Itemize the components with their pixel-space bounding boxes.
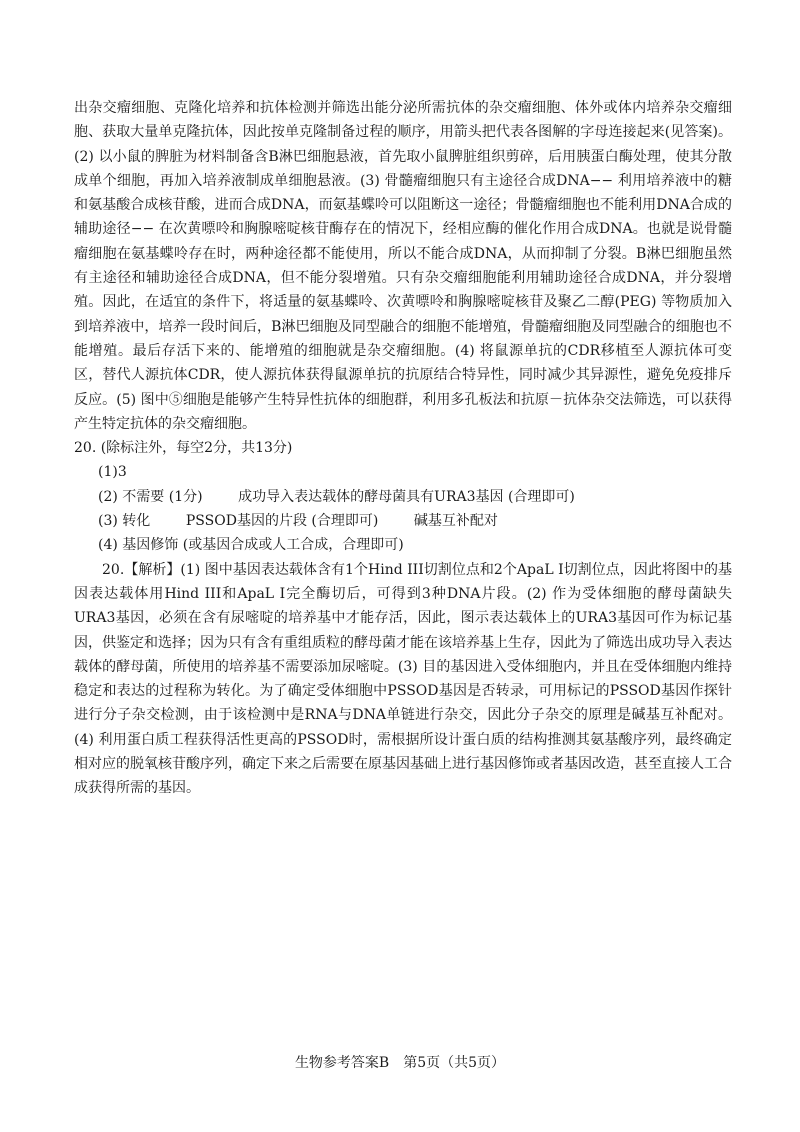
question-20-answer-3: (3) 转化 PSSOD基因的片段 (合理即可) 碱基互补配对	[98, 513, 498, 530]
question-20-heading: 20. (除标注外，每空2分，共13分)	[74, 440, 293, 457]
question-19-explanation-continued: 出杂交瘤细胞、克隆化培养和抗体检测并筛选出能分泌所需抗体的杂交瘤细胞、体外或体内培养杂交瘤细胞、获取大量单克隆抗体，因此按单克隆制备过程的顺序，用箭头把代表各图解的字母连接起来(见答案)。(2) 以小鼠的脾脏为材料制备含B淋巴细胞悬液，首先取小鼠脾脏组织剪碎，后用胰蛋白酶处理，使其分散成单个细胞，再加入培养液制成单细胞悬液。(3) 骨髓瘤细胞只有主途径合成DNA−− 利用培养液中的糖和氨基酸合成核苷酸，进而合成DNA，而氨基蝶呤可以阻断这一途径；骨髓瘤细胞也不能利用DNA合成的辅助途径−− 在次黄嘌呤和胸腺嘧啶核苷酶存在的情况下，经相应酶的催化作用合成DNA。也就是说骨髓瘤细胞在氨基蝶呤存在时，两种途径都不能使用，所以不能合成DNA，从而抑制了分裂。B淋巴细胞虽然有主途径和辅助途径合成DNA，但不能分裂增殖。只有杂交瘤细胞能利用辅助途径合成DNA，并分裂增殖。因此，在适宜的条件下，将适量的氨基蝶呤、次黄嘌呤和胸腺嘧啶核苷及聚乙二醇(PEG) 等物质加入到培养液中，培养一段时间后，B淋巴细胞及同型融合的细胞不能增殖，骨髓瘤细胞及同型融合的细胞也不能增殖。最后存活下来的、能增殖的细胞就是杂交瘤细胞。(4) 将鼠源单抗的CDR移植至人源抗体可变区，替代人源抗体CDR，使人源抗体获得鼠源单抗的抗原结合特异性，同时减少其异源性，避免免疫排斥反应。(5) 图中⑤细胞是能够产生特异性抗体的细胞群，利用多孔板法和抗原－抗体杂交法筛选，可以获得产生特定抗体的杂交瘤细胞。	[74, 100, 732, 432]
question-20-answer-2: (2) 不需要 (1分) 成功导入表达载体的酵母菌具有URA3基因 (合理即可)	[98, 488, 575, 505]
question-20-answer-4: (4) 基因修饰 (或基因合成或人工合成，合理即可)	[98, 537, 404, 554]
question-20-analysis: 20.【解析】(1) 图中基因表达载体含有1个Hind III切割位点和2个ApaL I切割位点，因此将图中的基因表达载体用Hind III和ApaL I完全酶切后，可得到3种DNA片段。(2) 作为受体细胞的酵母菌缺失URA3基因，必须在含有尿嘧啶的培养基中才能存活，因此，图示表达载体上的URA3基因可作为标记基因，供鉴定和选择；因为只有含有重组质粒的酵母菌才能在该培养基上生存，因此为了筛选出成功导入表达载体的酵母菌，所使用的培养基不需要添加尿嘧啶。(3) 目的基因进入受体细胞内，并且在受体细胞内维持稳定和表达的过程称为转化。为了确定受体细胞中PSSOD基因是否转录，可用标记的PSSOD基因作探针进行分子杂交检测，由于该检测中是RNA与DNA单链进行杂交，因此分子杂交的原理是碱基互补配对。(4) 利用蛋白质工程获得活性更高的PSSOD时，需根据所设计蛋白质的结构推测其氨基酸序列，最终确定相对应的脱氧核苷酸序列，确定下来之后需要在原基因基础上进行基因修饰或者基因改造，甚至直接人工合成获得所需的基因。	[74, 561, 732, 797]
question-20-answer-1: (1)3	[98, 464, 127, 481]
page-footer: 生物参考答案B 第5页（共5页）	[294, 1055, 506, 1071]
page-content	[74, 96, 732, 801]
